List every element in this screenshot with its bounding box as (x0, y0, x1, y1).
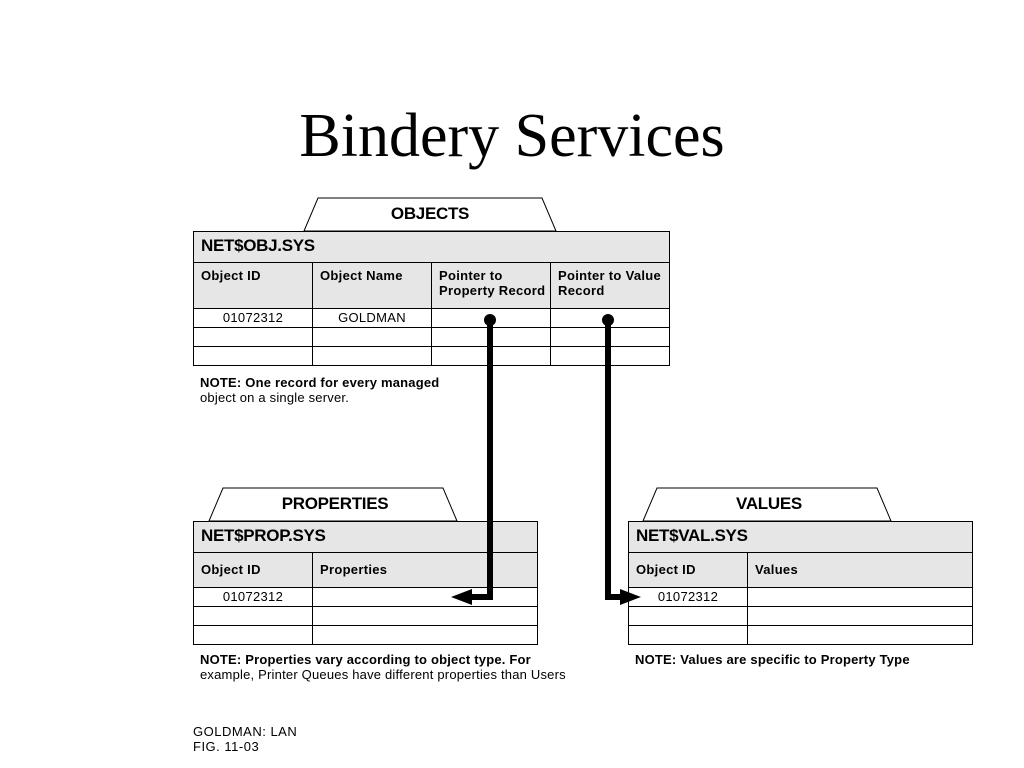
values-col-values: Values (748, 553, 973, 588)
properties-col-object-id: Object ID (194, 553, 313, 588)
properties-file-name: NET$PROP.SYS (194, 522, 538, 553)
table-cell: 01072312 (194, 588, 313, 607)
table-cell: 01072312 (194, 309, 313, 328)
properties-tab-label: PROPERTIES (281, 494, 389, 513)
table-cell: 01072312 (629, 588, 748, 607)
values-note-bold: NOTE: Values are specific to Property Type (635, 652, 910, 667)
objects-note-text: object on a single server. (200, 390, 350, 405)
figure-caption (193, 724, 297, 754)
objects-file-name: NET$OBJ.SYS (194, 232, 670, 263)
objects-tab-label: OBJECTS (390, 204, 470, 223)
objects-note-bold: NOTE: One record for every managed (200, 375, 440, 390)
properties-note-bold: NOTE: Properties vary according to object type. For (200, 652, 531, 667)
properties-col-properties: Properties (313, 553, 538, 588)
properties-note-text: example, Printer Queues have different properties than Users (200, 667, 566, 682)
objects-col-object-id: Object ID (194, 263, 313, 309)
caption-line-1: GOLDMAN: LAN (193, 724, 298, 739)
arrow-to-values (602, 314, 641, 605)
caption-line-2: FIG. 11-03 (193, 739, 260, 754)
values-col-object-id: Object ID (629, 553, 748, 588)
objects-col-object-name: Object Name (313, 263, 432, 309)
objects-col-pointer-property: Pointer to Property Record (432, 263, 551, 309)
objects-col-pointer-value: Pointer to Value Record (551, 263, 670, 309)
values-file-name: NET$VAL.SYS (629, 522, 973, 553)
values-tab-label: VALUES (736, 494, 802, 513)
table-cell: GOLDMAN (313, 309, 432, 328)
page-title: Bindery Services (299, 102, 725, 170)
arrow-to-properties (451, 314, 496, 605)
